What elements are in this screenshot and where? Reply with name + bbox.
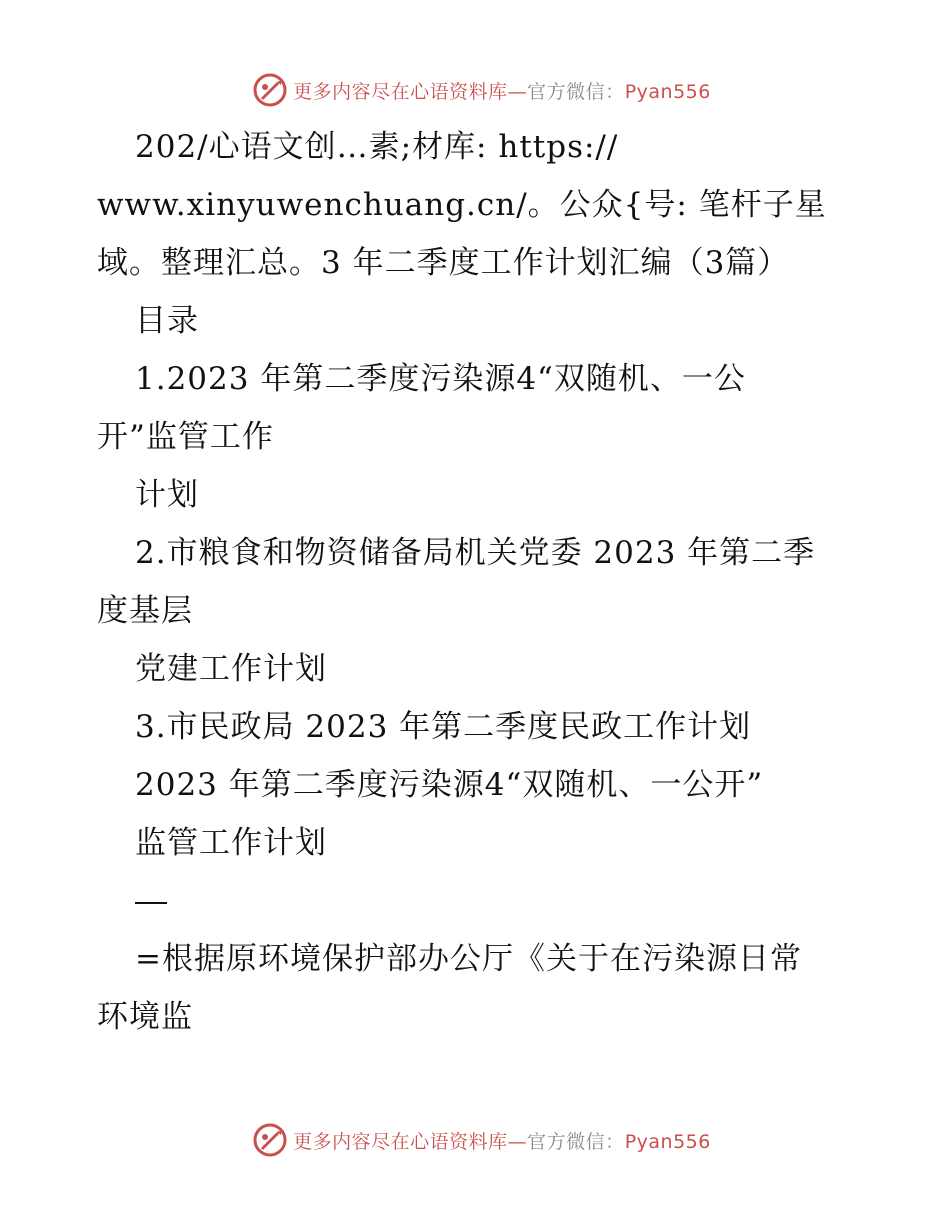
quill-logo-icon [253, 1123, 287, 1157]
header-watermark-banner [0, 70, 950, 110]
header-watermark-group [239, 73, 711, 107]
toc-item: 2.市粮食和物资储备局机关党委 2023 年第二季 [135, 535, 816, 571]
watermark-text [293, 1127, 711, 1154]
toc-item: 1.2023 年第二季度污染源4“双随机、一公 [135, 361, 746, 397]
watermark-official-label: 官方微信： [527, 1130, 625, 1153]
document-title-line: 域。整理汇总。3 年二季度工作计划汇编（3篇） [97, 245, 790, 281]
paragraph-line: 环境监 [97, 999, 193, 1035]
toc-heading: 目录 [135, 303, 199, 339]
document-body [97, 118, 917, 1046]
footer-watermark-banner [0, 1120, 950, 1160]
toc-item-continuation: 计划 [135, 477, 199, 513]
footer-watermark-group [239, 1123, 711, 1157]
watermark-handle: Pyan556 [624, 1130, 711, 1153]
divider-bar [135, 902, 167, 904]
paragraph-line: =根据原环境保护部办公厅《关于在污染源日常 [135, 941, 802, 977]
toc-item-continuation: 开”监管工作 [97, 419, 274, 455]
toc-item-continuation: 度基层 [97, 593, 193, 629]
watermark-dash: — [507, 80, 528, 103]
toc-item: 3.市民政局 2023 年第二季度民政工作计划 [135, 709, 752, 745]
section-divider [97, 872, 917, 930]
text-line: 202/心语文创…素;材库: https:// [135, 129, 619, 165]
toc-item-continuation: 党建工作计划 [135, 651, 327, 687]
watermark-main-text: 更多内容尽在心语资料库 [293, 80, 508, 103]
quill-logo-icon [253, 73, 287, 107]
watermark-text [293, 77, 711, 104]
watermark-official-label: 官方微信： [527, 80, 625, 103]
watermark-main-text: 更多内容尽在心语资料库 [293, 1130, 508, 1153]
section-title: 2023 年第二季度污染源4“双随机、一公开” [135, 767, 764, 803]
watermark-handle: Pyan556 [624, 80, 711, 103]
text-line: www.xinyuwenchuang.cn/。公众{号: 笔杆子星 [97, 187, 827, 223]
watermark-dash: — [507, 1130, 528, 1153]
section-title-continuation: 监管工作计划 [135, 825, 327, 861]
